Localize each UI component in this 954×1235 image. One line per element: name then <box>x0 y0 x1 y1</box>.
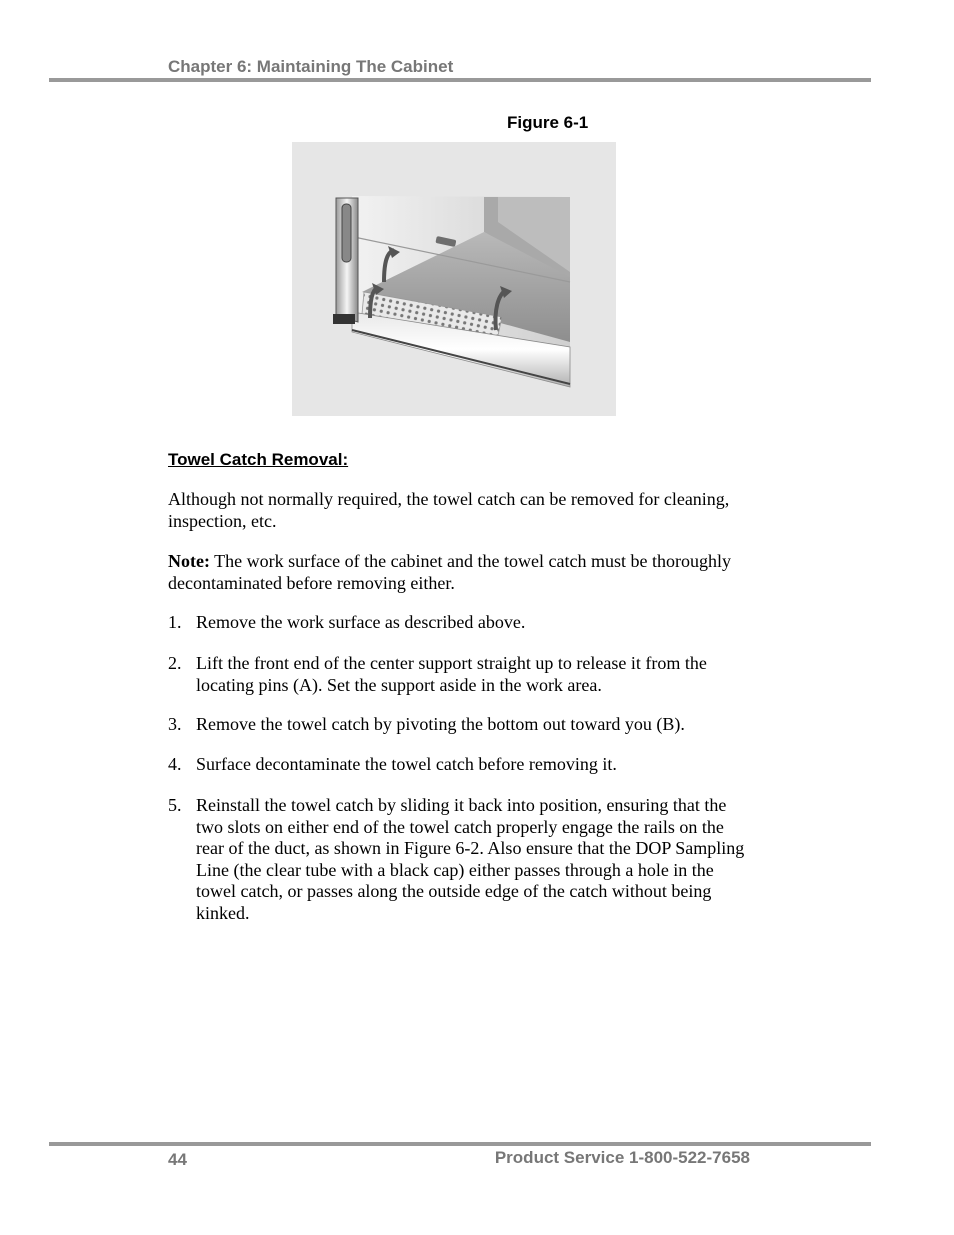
step-number: 5. <box>168 795 182 815</box>
note-label: Note: <box>168 551 210 571</box>
figure-caption: Figure 6-1 <box>507 113 589 132</box>
step-number: 3. <box>168 714 182 734</box>
left-post <box>333 198 358 324</box>
footer-divider <box>49 1142 871 1146</box>
step-text: Lift the front end of the center support straight up to release it from the locating pins (A). Set the support aside in the work area. <box>196 653 707 695</box>
section-title: Towel Catch Removal: <box>168 450 349 469</box>
step-number: 2. <box>168 653 182 673</box>
step-text: Surface decontaminate the towel catch before removing it. <box>196 754 617 774</box>
step-text: Reinstall the towel catch by sliding it back into position, ensuring that the two slots on either end of the towel catch properly engage the rails on the rear of the duct, as shown in Figure 6-2. Also ensure that the DOP Sampling Line (the clear tube with a black cap) either passes through a hole in the towel catch, or passes along the outside edge of the catch without being kinked. <box>196 795 745 923</box>
intro-paragraph: Although not normally required, the towel catch can be removed for cleaning, inspection, etc. <box>168 489 730 531</box>
chapter-header: Chapter 6: Maintaining The Cabinet <box>168 57 454 76</box>
footer-contact: Product Service 1-800-522-7658 <box>494 1148 750 1167</box>
step-number: 1. <box>168 612 182 632</box>
step-text: Remove the work surface as described above. <box>196 612 526 632</box>
step-text: Remove the towel catch by pivoting the bottom out toward you (B). <box>196 714 685 734</box>
figure-illustration <box>292 142 616 416</box>
note-paragraph <box>168 551 768 594</box>
note-text: The work surface of the cabinet and the towel catch must be thoroughly decontaminated before removing either. <box>168 551 731 593</box>
header-divider <box>49 78 871 82</box>
page-number: 44 <box>168 1150 187 1169</box>
step-number: 4. <box>168 754 182 774</box>
